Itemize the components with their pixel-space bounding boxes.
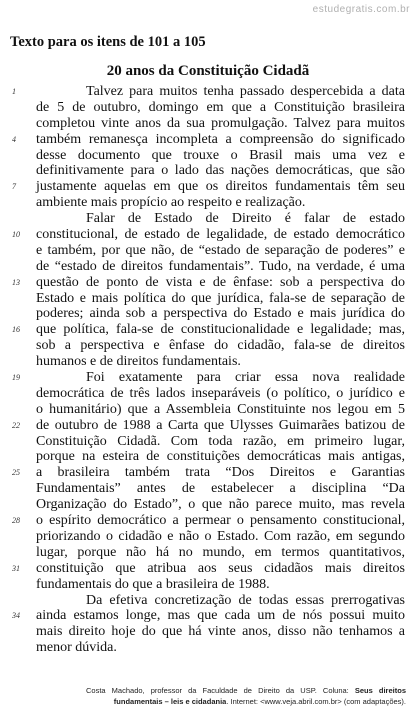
line-text: Fundamentais” antes de estabelecer a disciplina “Da bbox=[36, 481, 405, 497]
footer-suffix: . Internet: <www.veja.abril.com.br> (com adaptações). bbox=[226, 696, 406, 706]
text-line bbox=[0, 434, 416, 450]
text-line bbox=[0, 608, 416, 624]
line-number: 19 bbox=[12, 373, 20, 383]
text-line bbox=[0, 291, 416, 307]
text-line bbox=[0, 148, 416, 164]
text-line bbox=[0, 163, 416, 179]
text-line bbox=[0, 195, 416, 211]
text-line bbox=[0, 354, 416, 370]
footer-prefix: Costa Machado, professor da Faculdade de Direito da USP. Coluna: bbox=[86, 686, 349, 695]
line-text: ambiente mais propício ao respeito e realização. bbox=[36, 195, 306, 211]
line-text: Talvez para muitos tenha passado despercebida a data bbox=[86, 84, 405, 99]
text-line bbox=[0, 418, 416, 434]
text-line bbox=[0, 100, 416, 116]
line-number: 7 bbox=[12, 182, 16, 192]
line-text: humanos e de direitos fundamentais. bbox=[36, 354, 241, 370]
section-title: Texto para os itens de 101 a 105 bbox=[10, 34, 206, 50]
line-number: 28 bbox=[12, 516, 20, 526]
line-number: 1 bbox=[12, 87, 16, 96]
line-text: e também, por que não, de “estado de separação de poderes” e bbox=[36, 242, 405, 258]
text-line bbox=[0, 179, 416, 195]
line-text: também remanesça incompleta a compreensão do significado bbox=[36, 131, 405, 147]
line-number: 13 bbox=[12, 277, 20, 287]
line-text: Constituição Cidadã. Com toda razão, em primeiro lugar, bbox=[36, 433, 405, 449]
text-line bbox=[0, 84, 416, 100]
article-title: 20 anos da Constituição Cidadã bbox=[106, 63, 310, 79]
text-line bbox=[0, 529, 416, 545]
site-watermark: estudegratis.com.br bbox=[312, 4, 410, 15]
article-body bbox=[0, 84, 416, 656]
line-text: desse documento que trouxe o Brasil mais uma vez e bbox=[36, 147, 405, 163]
line-text: Organização do Estado”, o que não parece muito, mas revela bbox=[36, 497, 405, 513]
line-text: Da efetiva concretização de todas essas prerrogativas bbox=[86, 592, 405, 608]
line-text: o espírito democrático a permear o pensamento constitucional, bbox=[36, 513, 405, 529]
line-text: completou vinte anos da sua promulgação. Talvez para muitos bbox=[36, 115, 405, 131]
text-line bbox=[0, 640, 416, 656]
text-line bbox=[0, 227, 416, 243]
line-number: 10 bbox=[12, 230, 20, 240]
line-text: o humanitário) que a Assembleia Constituinte nos legou em 5 bbox=[36, 401, 405, 417]
line-text: constituição que atribua aos seus cidadãos mais direitos bbox=[36, 560, 405, 576]
line-text: menor dúvida. bbox=[36, 640, 117, 656]
text-line bbox=[0, 243, 416, 259]
text-line bbox=[0, 497, 416, 513]
text-line bbox=[0, 322, 416, 338]
line-text: justamente aquelas em que os direitos fundamentais têm seu bbox=[36, 179, 405, 195]
text-line bbox=[0, 449, 416, 465]
line-text: que política, fala-se de constitucionalidade e legalidade; mas, bbox=[36, 322, 405, 338]
footer-column-part1: Seus direitos bbox=[354, 686, 406, 695]
line-text: Falar de Estado de Direito é falar de estado bbox=[86, 211, 405, 227]
line-text: questão de ponto de vista e de ênfase: sob a perspectiva do bbox=[36, 274, 405, 290]
line-text: constitucional, de estado de legalidade, de estado democrático bbox=[36, 227, 405, 243]
text-line bbox=[0, 545, 416, 561]
line-number: 34 bbox=[12, 611, 20, 621]
footer-line-1 bbox=[0, 686, 416, 697]
text-line bbox=[0, 561, 416, 577]
line-text: a brasileira também trata “Dos Direitos e Garantias bbox=[36, 465, 405, 481]
line-text: de 5 de outubro, domingo em que a Constituição brasileira bbox=[36, 99, 405, 115]
line-number: 16 bbox=[12, 325, 20, 335]
text-line bbox=[0, 275, 416, 291]
line-text: de outubro de 1988 a Carta que Ulysses Guimarães batizou de bbox=[36, 417, 405, 433]
line-text: fundamentais do que a brasileira de 1988. bbox=[36, 576, 270, 592]
line-number: 25 bbox=[12, 468, 20, 478]
text-line bbox=[0, 116, 416, 132]
text-line bbox=[0, 386, 416, 402]
line-number: 31 bbox=[12, 563, 20, 573]
line-text: priorizando o cidadão e não o Estado. Com razão, em segundo bbox=[36, 528, 405, 544]
text-line bbox=[0, 132, 416, 148]
text-line bbox=[0, 338, 416, 354]
line-text: poderes; ainda sob a perspectiva do Estado e mais jurídica do bbox=[36, 306, 405, 322]
line-number: 4 bbox=[12, 134, 16, 144]
text-line bbox=[0, 259, 416, 275]
text-line bbox=[0, 513, 416, 529]
text-line bbox=[0, 481, 416, 497]
text-line bbox=[0, 577, 416, 593]
footer-line-2 bbox=[0, 697, 416, 708]
text-line bbox=[0, 211, 416, 227]
line-text: Foi exatamente para criar essa nova realidade bbox=[86, 370, 405, 386]
line-text: Estado e mais política do que jurídica, fala-se de separação de bbox=[36, 290, 405, 306]
line-text: definitivamente para o lado das nações democráticas, que são bbox=[36, 163, 405, 179]
text-line bbox=[0, 624, 416, 640]
line-text: ainda estamos longe, mas que cada um de nós possui muito bbox=[36, 608, 405, 624]
line-text: lugar, porque não há no mundo, em termos quantitativos, bbox=[36, 544, 405, 560]
text-line bbox=[0, 593, 416, 609]
line-text: de “estado de direitos fundamentais”. Tudo, na verdade, é uma bbox=[36, 258, 405, 274]
line-text: sob a perspectiva e ênfase do cidadão, fala-se de direitos bbox=[36, 338, 405, 354]
source-footer bbox=[0, 686, 416, 707]
line-number: 22 bbox=[12, 420, 20, 430]
line-text: democrática de três lados inseparáveis (o político, o jurídico e bbox=[36, 385, 405, 401]
text-line bbox=[0, 370, 416, 386]
line-text: porque na esteira de constituições democráticas mais antigas, bbox=[36, 449, 405, 465]
footer-column-part2: fundamentais – leis e cidadania bbox=[113, 696, 227, 706]
text-line bbox=[0, 306, 416, 322]
text-line bbox=[0, 402, 416, 418]
line-text: mais direito hoje do que há vinte anos, disso não tenhamos a bbox=[36, 624, 405, 640]
text-line bbox=[0, 465, 416, 481]
